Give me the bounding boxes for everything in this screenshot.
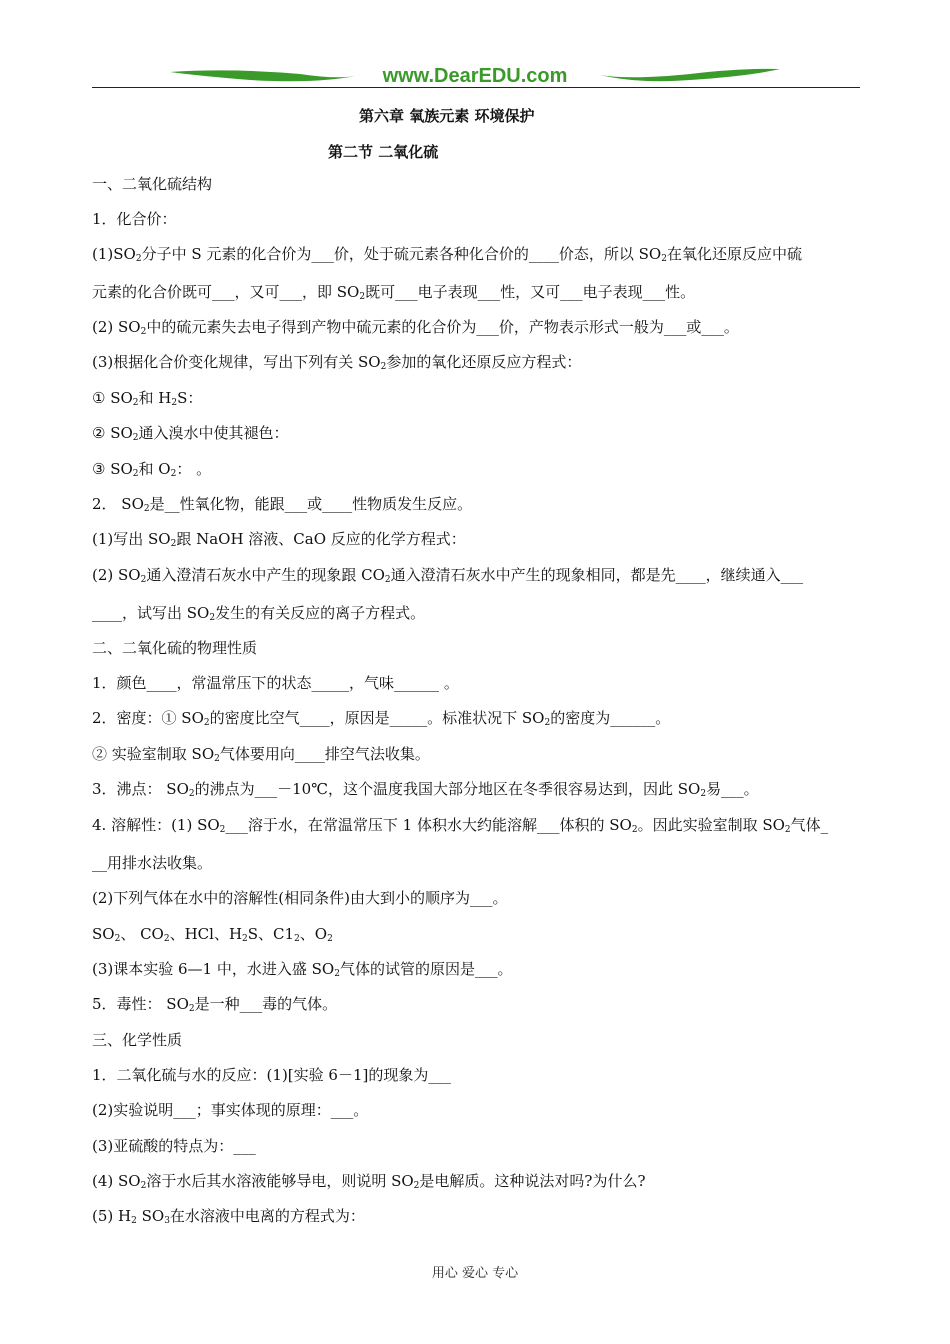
text-line: (4) $SO_2$溶于水后其水溶液能够导电，则说明 $SO_2$是电解质。这种说法对吗?为什么? <box>92 1172 646 1191</box>
text-line: 2．密度：① $SO_2$的密度比空气____，原因是_____。标准状况下 $SO_2$的密度为______。 <box>92 709 671 728</box>
page-footer: 用心 爱心 专心 <box>431 1266 519 1281</box>
text-line: $SO_2$、 $CO_2$、HCl、$H_2S$、$C1_2$、$O_2$ <box>92 925 333 944</box>
site-name: www.DearEDU.com <box>382 65 568 87</box>
site-banner-logo <box>170 62 780 88</box>
text-line: 一、二氧化硫结构 <box>92 175 213 193</box>
text-line: 二、二氧化硫的物理性质 <box>92 639 258 657</box>
text-line: 1．化合价： <box>92 210 177 228</box>
text-line: $(1)SO_2$分子中 S 元素的化合价为___价，处于硫元素各种化合价的____价态，所以 $SO_2$在氧化还原反应中硫 <box>92 245 802 264</box>
text-line: ____，试写出 $SO_2$发生的有关反应的离子方程式。 <box>92 604 426 623</box>
text-line: (3)课本实验 6—1 中，水进入盛 $SO_2$气体的试管的原因是___。 <box>92 960 513 979</box>
text-line: ② 实验室制取 $SO_2$气体要用向____排空气法收集。 <box>92 745 430 764</box>
text-line: ② $SO_2$通入溴水中使其褪色： <box>92 424 289 443</box>
text-line: (1)写出 $SO_2$跟 NaOH 溶液、CaO 反应的化学方程式： <box>92 530 466 549</box>
text-line: (2)下列气体在水中的溶解性(相同条件)由大到小的顺序为___。 <box>92 889 508 907</box>
section-title: 第二节 二氧化硫 <box>328 143 439 161</box>
text-line: 三、化学性质 <box>92 1031 183 1049</box>
text-line: (3)根据化合价变化规律，写出下列有关 $SO_2$参加的氧化还原反应方程式： <box>92 353 582 372</box>
text-line: 3．沸点： $SO_2$的沸点为___－10℃，这个温度我国大部分地区在冬季很容易达到，因此 $SO_2$易___。 <box>92 780 759 799</box>
text-line: (3)亚硫酸的特点为：___ <box>92 1137 256 1155</box>
text-line: (2) $SO_2$通入澄清石灰水中产生的现象跟 $CO_2$通入澄清石灰水中产生的现象相同，都是先____，继续通入___ <box>92 566 804 585</box>
text-line: 2． $SO_2$是__性氧化物，能跟___或____性物质发生反应。 <box>92 495 473 514</box>
text-line: 5．毒性： $SO_2$是一种___毒的气体。 <box>92 995 338 1014</box>
text-line: 1．颜色____，常温常压下的状态_____，气味______ 。 <box>92 674 459 692</box>
text-line: (2)实验说明___；事实体现的原理：___。 <box>92 1101 369 1119</box>
text-line: (2) $SO_2$中的硫元素失去电子得到产物中硫元素的化合价为___价，产物表示形式一般为___或___。 <box>92 318 739 337</box>
text-line: 4. 溶解性：(1) $SO_2\_\_\_$溶于水，在常温常压下 1 体积水大约能溶解___体积的 $SO_2$。因此实验室制取 $SO_2$气体_ <box>92 816 829 835</box>
text-line: 元素的化合价既可___，又可___，即 $SO_2$既可___电子表现___性，又可___电子表现___性。 <box>92 283 696 302</box>
text-line: ① $SO_2$和 $H_2S$： <box>92 389 203 408</box>
chapter-title: 第六章 氧族元素 环境保护 <box>359 107 535 125</box>
text-line: 1．二氧化硫与水的反应：(1)[实验 6－1]的现象为___ <box>92 1066 451 1084</box>
text-line: __用排水法收集。 <box>92 854 213 872</box>
text-line: ③ $SO_2$和 $O_2$： 。 <box>92 460 212 479</box>
text-line: (5) $H_2$ $SO_3$在水溶液中电离的方程式为： <box>92 1207 365 1226</box>
